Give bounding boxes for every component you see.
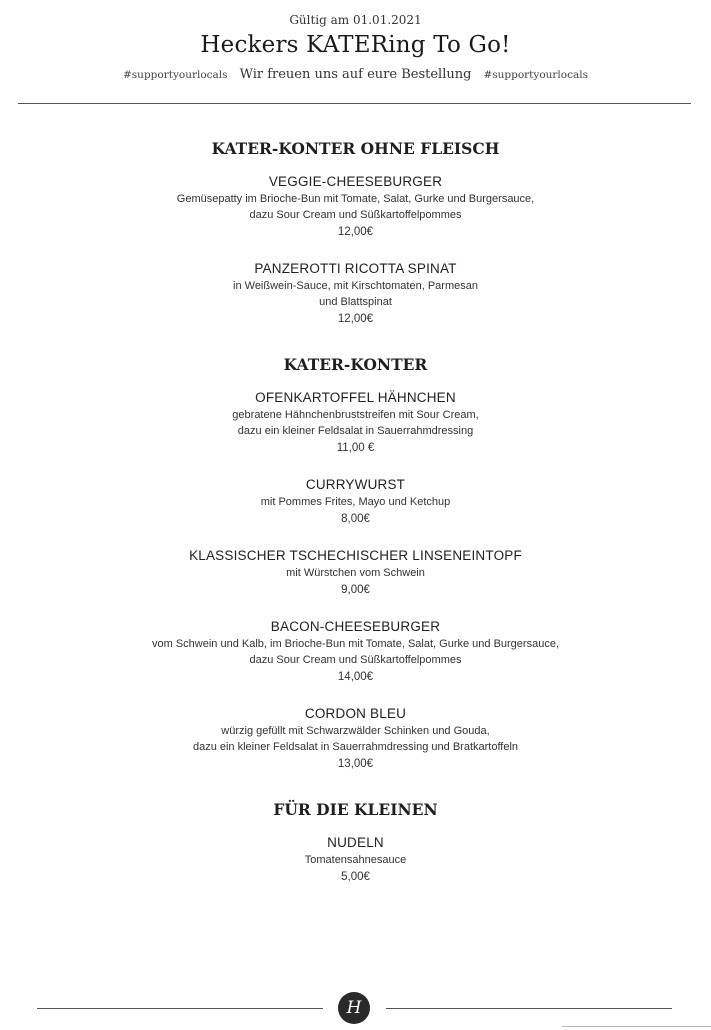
tagline-row — [0, 66, 711, 84]
item-description-line: vom Schwein und Kalb, im Brioche-Bun mit Tomate, Salat, Gurke und Burgersauce, — [152, 638, 559, 650]
item-name: OFENKARTOFFEL HÄHNCHEN — [255, 390, 456, 405]
item-description-line: dazu ein kleiner Feldsalat in Sauerrahmdressing und Bratkartoffeln — [192, 741, 519, 753]
hashtag-right: #supportyourlocals — [483, 69, 588, 81]
item-description-line: dazu Sour Cream und Süßkartoffelpommes — [249, 209, 462, 221]
item-description-line: Gemüsepatty im Brioche-Bun mit Tomate, Salat, Gurke und Burgersauce, — [176, 193, 535, 205]
menu-item-linseneintopf — [0, 547, 711, 599]
item-description-line: würzig gefüllt mit Schwarzwälder Schinken und Gouda, — [221, 725, 490, 737]
item-name: NUDELN — [327, 835, 384, 850]
menu-header — [0, 12, 711, 84]
item-description-line: Tomatensahnesauce — [304, 854, 407, 866]
footer-divider-right — [386, 1008, 672, 1009]
item-price: 8,00€ — [341, 513, 370, 525]
item-name: CORDON BLEU — [304, 706, 407, 721]
item-description — [0, 191, 711, 223]
item-name: KLASSISCHER TSCHECHISCHER LINSENEINTOPF — [189, 548, 522, 563]
tagline-text: Wir freuen uns auf eure Bestellung — [239, 67, 472, 82]
item-price: 12,00€ — [337, 226, 374, 238]
item-name: PANZEROTTI RICOTTA SPINAT — [254, 261, 457, 276]
section-title: FÜR DIE KLEINEN — [273, 800, 438, 819]
h-monogram-icon: H — [338, 992, 370, 1024]
item-price: 11,00 € — [336, 442, 375, 454]
section-fuer-die-kleinen — [0, 799, 711, 886]
menu-item-currywurst — [0, 476, 711, 528]
item-name: VEGGIE-CHEESEBURGER — [268, 174, 443, 189]
section-title: KATER-KONTER OHNE FLEISCH — [211, 139, 500, 158]
item-price: 12,00€ — [337, 313, 374, 325]
page-edge-mark — [562, 1026, 711, 1027]
item-description — [0, 407, 711, 439]
item-description — [0, 494, 711, 510]
item-description-line: und Blattspinat — [319, 296, 392, 308]
section-ohne-fleisch — [0, 138, 711, 328]
footer-divider-left — [37, 1008, 323, 1009]
item-price: 13,00€ — [337, 758, 374, 770]
item-description — [0, 565, 711, 581]
item-description — [0, 278, 711, 310]
item-price: 9,00€ — [341, 584, 370, 596]
item-description-line: gebratene Hähnchenbruststreifen mit Sour Cream, — [232, 409, 479, 421]
header-divider — [18, 103, 691, 104]
menu-item-nudeln — [0, 834, 711, 886]
item-description — [0, 852, 711, 868]
item-name: BACON-CHEESEBURGER — [270, 619, 441, 634]
menu-item-bacon-cheeseburger — [0, 618, 711, 686]
menu-content — [0, 138, 711, 912]
item-description — [0, 636, 711, 668]
item-description-line: in Weißwein-Sauce, mit Kirschtomaten, Parmesan — [233, 280, 478, 292]
item-name: CURRYWURST — [305, 477, 406, 492]
item-description-line: mit Pommes Frites, Mayo und Ketchup — [260, 496, 451, 508]
section-title: KATER-KONTER — [283, 355, 428, 374]
menu-item-veggie-cheeseburger — [0, 173, 711, 241]
item-description-line: dazu Sour Cream und Süßkartoffelpommes — [249, 654, 462, 666]
menu-item-ofenkartoffel — [0, 389, 711, 457]
item-price: 5,00€ — [341, 871, 370, 883]
item-price: 14,00€ — [337, 671, 374, 683]
menu-item-panzerotti — [0, 260, 711, 328]
menu-item-cordon-bleu — [0, 705, 711, 773]
item-description-line: mit Würstchen vom Schwein — [286, 567, 425, 579]
valid-date: Gültig am 01.01.2021 — [289, 13, 422, 27]
section-kater-konter — [0, 354, 711, 773]
item-description — [0, 723, 711, 755]
item-description-line: dazu ein kleiner Feldsalat in Sauerrahmdressing — [237, 425, 474, 437]
hashtag-left: #supportyourlocals — [123, 69, 228, 81]
menu-title: Heckers KATERing To Go! — [200, 32, 511, 58]
